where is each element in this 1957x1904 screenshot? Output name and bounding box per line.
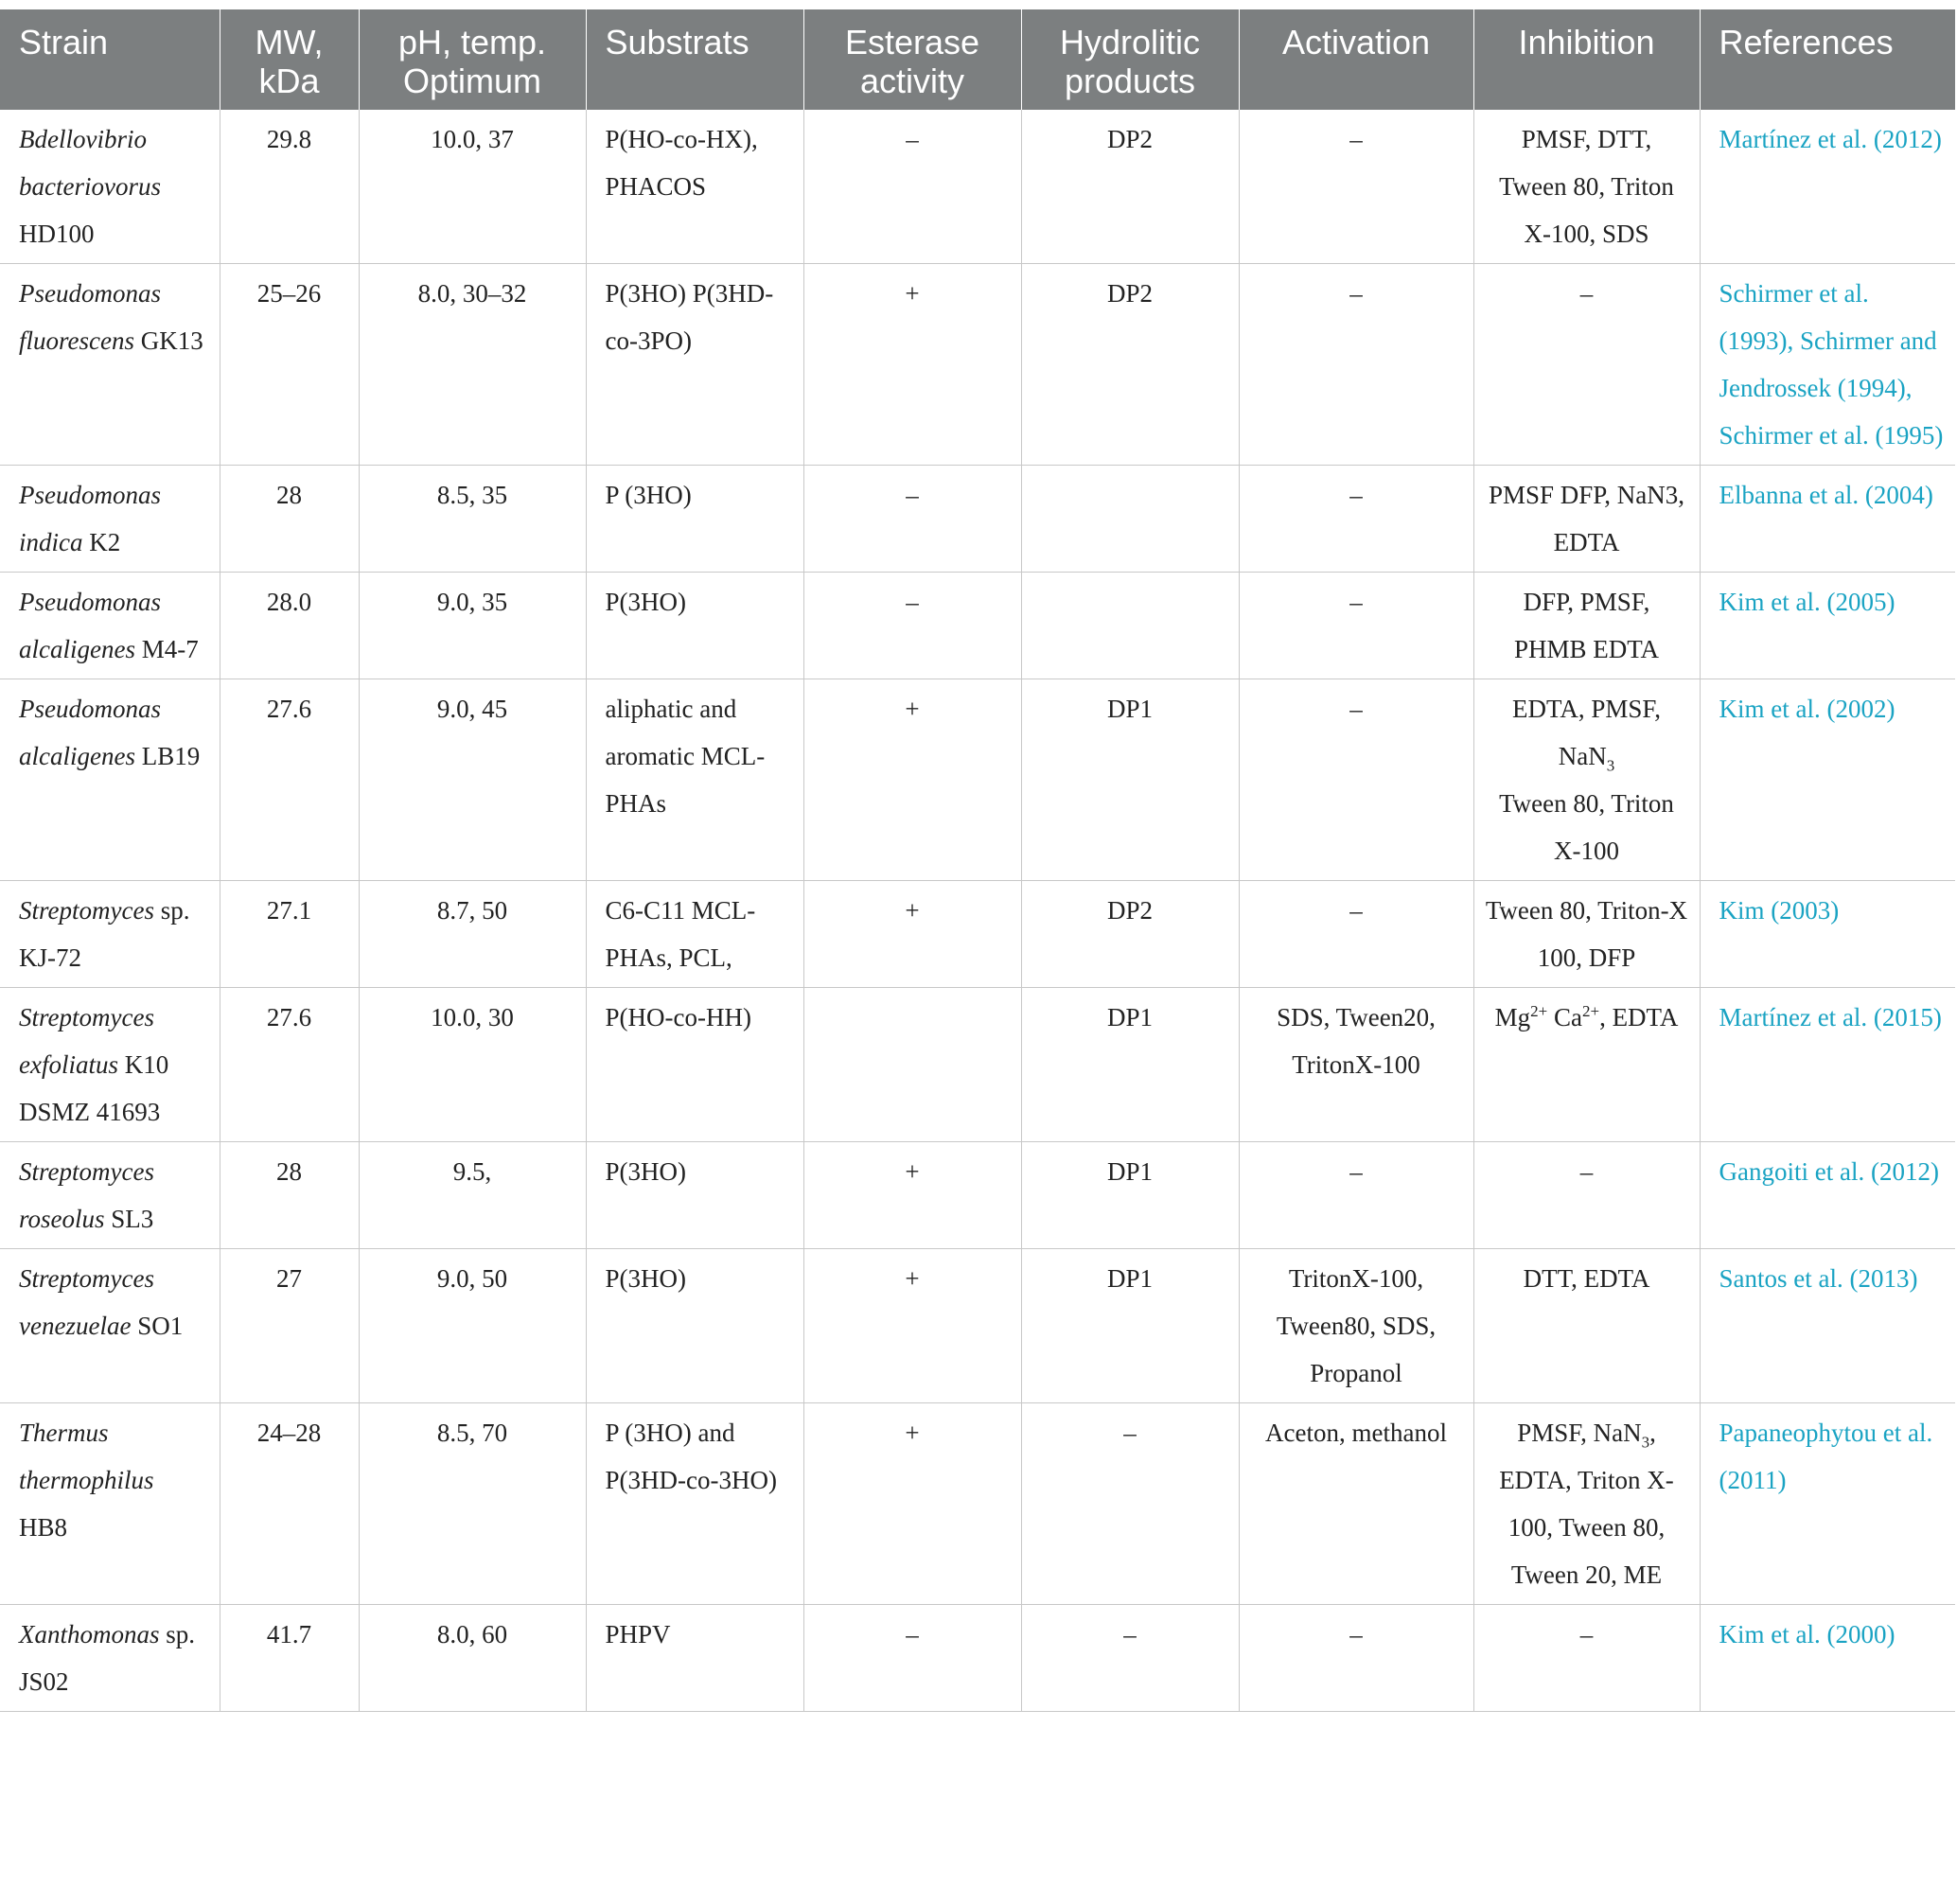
table-container: [0, 9, 1955, 1712]
table-row: [0, 988, 1955, 1142]
inhibition-cell: $Mg^{2+}$ $Ca^{2+}$, EDTA: [1473, 988, 1700, 1142]
inhibition-cell: EDTA, PMSF, NaN$_3$ Tween 80, Triton X-100: [1473, 679, 1700, 881]
ph-cell: 8.0, 30–32: [359, 264, 586, 466]
activation-cell: TritonX-100, Tween80, SDS, Propanol: [1239, 1249, 1473, 1403]
activation-cell: –: [1239, 573, 1473, 679]
table-row: [0, 881, 1955, 988]
substrats-cell: P(HO-co-HH): [586, 988, 803, 1142]
strain-cell: Streptomyces sp. KJ-72: [0, 881, 220, 988]
table-row: [0, 1249, 1955, 1403]
table-row: [0, 264, 1955, 466]
header-hydrolitic: Hydrolitic products: [1021, 9, 1239, 110]
esterase-cell: [803, 988, 1021, 1142]
header-esterase: Esterase activity: [803, 9, 1021, 110]
strain-cell: Pseudomonas indica K2: [0, 466, 220, 573]
strain-cell: Pseudomonas fluorescens GK13: [0, 264, 220, 466]
reference-link[interactable]: Kim et al. (2005): [1700, 573, 1955, 679]
reference-link[interactable]: Martínez et al. (2012): [1700, 110, 1955, 264]
table-row: [0, 1605, 1955, 1712]
products-cell: DP1: [1021, 1142, 1239, 1249]
reference-link[interactable]: Schirmer et al. (1993), Schirmer and Jendrossek (1994), Schirmer et al. (1995): [1700, 264, 1955, 466]
header-ph-temp: pH, temp. Optimum: [359, 9, 586, 110]
reference-link[interactable]: Gangoiti et al. (2012): [1700, 1142, 1955, 1249]
products-cell: DP1: [1021, 988, 1239, 1142]
strain-cell: Thermus thermophilus HB8: [0, 1403, 220, 1605]
substrats-cell: P (3HO): [586, 466, 803, 573]
mw-cell: 28: [220, 1142, 359, 1249]
header-inhibition: Inhibition: [1473, 9, 1700, 110]
table-header: [0, 9, 1955, 110]
inhibition-cell: DTT, EDTA: [1473, 1249, 1700, 1403]
inhibition-cell: PMSF, DTT, Tween 80, Triton X-100, SDS: [1473, 110, 1700, 264]
table-row: [0, 1142, 1955, 1249]
strain-cell: Pseudomonas alcaligenes M4-7: [0, 573, 220, 679]
mw-cell: 29.8: [220, 110, 359, 264]
activation-cell: Aceton, methanol: [1239, 1403, 1473, 1605]
ph-cell: 9.0, 35: [359, 573, 586, 679]
inhibition-cell: Tween 80, Triton-X 100, DFP: [1473, 881, 1700, 988]
products-cell: DP2: [1021, 110, 1239, 264]
mw-cell: 41.7: [220, 1605, 359, 1712]
products-cell: [1021, 466, 1239, 573]
reference-link[interactable]: Martínez et al. (2015): [1700, 988, 1955, 1142]
reference-link[interactable]: Papaneophytou et al. (2011): [1700, 1403, 1955, 1605]
inhibition-cell: PMSF, NaN$_3$, EDTA, Triton X-100, Tween 80, Tween 20, ME: [1473, 1403, 1700, 1605]
substrats-cell: aliphatic and aromatic MCL-PHAs: [586, 679, 803, 881]
strain-cell: Streptomyces venezuelae SO1: [0, 1249, 220, 1403]
products-cell: DP1: [1021, 679, 1239, 881]
inhibition-cell: –: [1473, 1142, 1700, 1249]
esterase-cell: +: [803, 264, 1021, 466]
mw-cell: 27.6: [220, 679, 359, 881]
header-references: References: [1700, 9, 1955, 110]
ph-cell: 8.5, 35: [359, 466, 586, 573]
ph-cell: 9.0, 50: [359, 1249, 586, 1403]
substrats-cell: P(3HO) P(3HD-co-3PO): [586, 264, 803, 466]
table-body: [0, 110, 1955, 1712]
substrats-cell: P(3HO): [586, 1249, 803, 1403]
esterase-cell: +: [803, 1249, 1021, 1403]
header-activation: Activation: [1239, 9, 1473, 110]
ph-cell: 9.0, 45: [359, 679, 586, 881]
substrats-cell: PHPV: [586, 1605, 803, 1712]
mw-cell: 27.6: [220, 988, 359, 1142]
mw-cell: 28.0: [220, 573, 359, 679]
activation-cell: –: [1239, 264, 1473, 466]
strain-cell: Xanthomonas sp. JS02: [0, 1605, 220, 1712]
inhibition-cell: –: [1473, 1605, 1700, 1712]
strain-cell: Pseudomonas alcaligenes LB19: [0, 679, 220, 881]
products-cell: –: [1021, 1403, 1239, 1605]
esterase-cell: +: [803, 1142, 1021, 1249]
reference-link[interactable]: Elbanna et al. (2004): [1700, 466, 1955, 573]
substrats-cell: C6-C11 MCL-PHAs, PCL,: [586, 881, 803, 988]
substrats-cell: P(3HO): [586, 1142, 803, 1249]
ph-cell: 9.5,: [359, 1142, 586, 1249]
esterase-cell: –: [803, 1605, 1021, 1712]
table-row: [0, 573, 1955, 679]
substrats-cell: P (3HO) and P(3HD-co-3HO): [586, 1403, 803, 1605]
inhibition-cell: DFP, PMSF, PHMB EDTA: [1473, 573, 1700, 679]
products-cell: DP2: [1021, 264, 1239, 466]
activation-cell: –: [1239, 110, 1473, 264]
activation-cell: –: [1239, 466, 1473, 573]
ph-cell: 10.0, 37: [359, 110, 586, 264]
esterase-cell: –: [803, 466, 1021, 573]
mw-cell: 25–26: [220, 264, 359, 466]
ph-cell: 8.0, 60: [359, 1605, 586, 1712]
activation-cell: –: [1239, 1142, 1473, 1249]
table-row: [0, 679, 1955, 881]
ph-cell: 8.7, 50: [359, 881, 586, 988]
esterase-cell: +: [803, 679, 1021, 881]
activation-cell: –: [1239, 679, 1473, 881]
inhibition-cell: –: [1473, 264, 1700, 466]
esterase-cell: +: [803, 881, 1021, 988]
reference-link[interactable]: Kim (2003): [1700, 881, 1955, 988]
ph-cell: 10.0, 30: [359, 988, 586, 1142]
esterase-cell: +: [803, 1403, 1021, 1605]
esterase-cell: –: [803, 573, 1021, 679]
products-cell: [1021, 573, 1239, 679]
reference-link[interactable]: Santos et al. (2013): [1700, 1249, 1955, 1403]
header-mw: MW, kDa: [220, 9, 359, 110]
mw-cell: 27: [220, 1249, 359, 1403]
esterase-cell: –: [803, 110, 1021, 264]
header-row: [0, 9, 1955, 110]
table-row: [0, 110, 1955, 264]
substrats-cell: P(3HO): [586, 573, 803, 679]
mw-cell: 24–28: [220, 1403, 359, 1605]
products-cell: DP2: [1021, 881, 1239, 988]
inhibition-cell: PMSF DFP, NaN3, EDTA: [1473, 466, 1700, 573]
mw-cell: 27.1: [220, 881, 359, 988]
activation-cell: –: [1239, 881, 1473, 988]
strain-cell: Streptomyces exfoliatus K10 DSMZ 41693: [0, 988, 220, 1142]
table-row: [0, 1403, 1955, 1605]
strain-cell: Bdellovibrio bacteriovorus HD100: [0, 110, 220, 264]
mw-cell: 28: [220, 466, 359, 573]
activation-cell: SDS, Tween20, TritonX-100: [1239, 988, 1473, 1142]
header-substrats: Substrats: [586, 9, 803, 110]
products-cell: DP1: [1021, 1249, 1239, 1403]
activation-cell: –: [1239, 1605, 1473, 1712]
ph-cell: 8.5, 70: [359, 1403, 586, 1605]
header-strain: Strain: [0, 9, 220, 110]
strain-cell: Streptomyces roseolus SL3: [0, 1142, 220, 1249]
enzyme-table: [0, 9, 1955, 1712]
reference-link[interactable]: Kim et al. (2002): [1700, 679, 1955, 881]
reference-link[interactable]: Kim et al. (2000): [1700, 1605, 1955, 1712]
table-row: [0, 466, 1955, 573]
products-cell: –: [1021, 1605, 1239, 1712]
substrats-cell: P(HO-co-HX), PHACOS: [586, 110, 803, 264]
